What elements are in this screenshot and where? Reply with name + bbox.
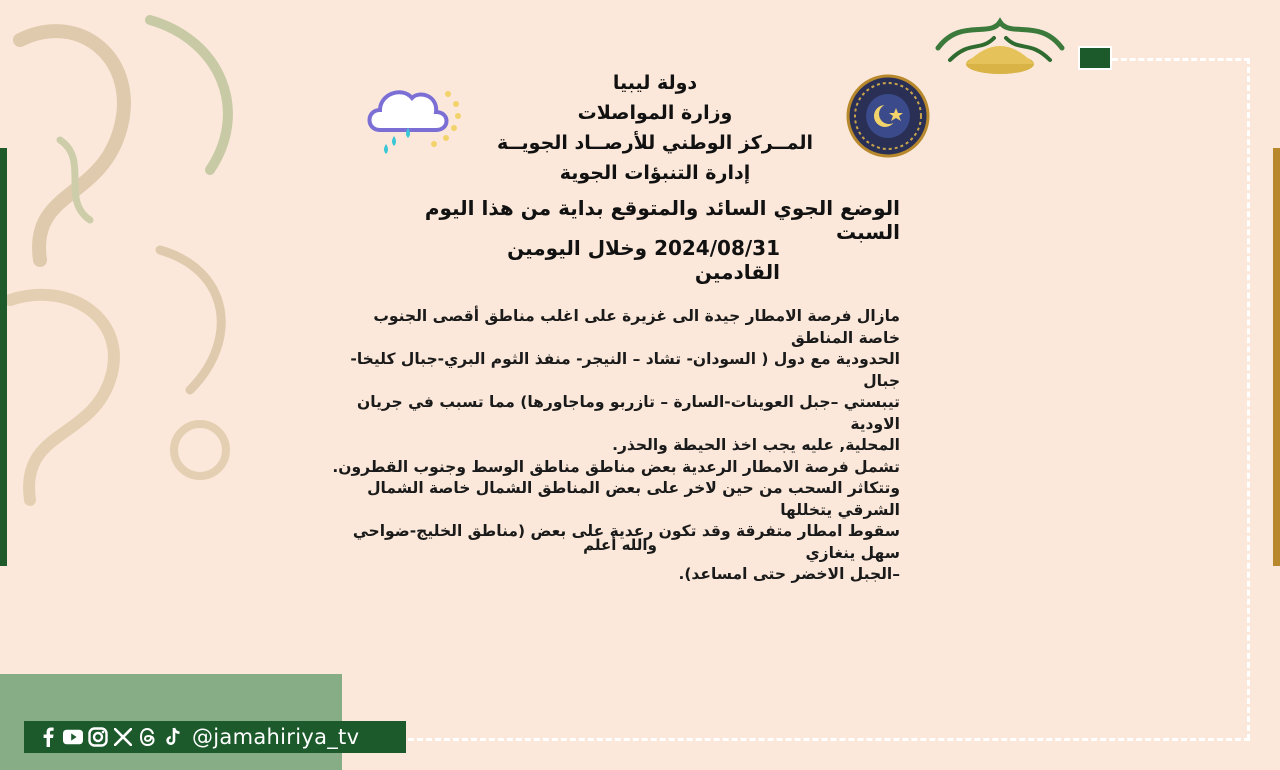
- ministry-name: وزارة المواصلات: [577, 102, 733, 124]
- body-line: تيبستي –جبل العوينات-السارة – تازربو وماجاورها) مما تسبب في جريان الاودية: [357, 393, 900, 433]
- social-handle[interactable]: @jamahiriya_tv: [192, 725, 360, 749]
- instagram-icon[interactable]: [88, 727, 108, 747]
- meteorology-emblem: [846, 74, 930, 158]
- calligraphy-decoration: [0, 0, 280, 560]
- header-block: [470, 68, 840, 188]
- body-line: تشمل فرصة الامطار الرعدية بعض مناطق مناطق الوسط وجنوب القطرون.: [332, 457, 900, 476]
- facebook-icon[interactable]: [38, 727, 58, 747]
- rain-cloud-icon: [362, 80, 470, 156]
- body-line: –الجبل الاخضر حتى امساعد).: [678, 565, 900, 583]
- right-accent-bar: [1273, 148, 1280, 566]
- closing-text: والله أعلم: [583, 536, 657, 554]
- body-line: مازال فرصة الامطار جيدة الى غزيرة على اغلب مناطق أقصى الجنوب خاصة المناطق: [373, 307, 900, 347]
- tiktok-icon[interactable]: [163, 727, 183, 747]
- country-name: دولة ليبيا: [612, 72, 698, 94]
- body-line: الحدودية مع دول ( السودان- تشاد – النيجر- منفذ الثوم البري-جبال كليخا- جبال: [350, 350, 900, 390]
- body-line: سقوط امطار متفرقة وقد تكون رعدية على بعض (مناطق الخليج-ضواحي سهل ينغازي: [352, 522, 900, 562]
- body-line: المحلية, عليه يجب اخذ الحيطة والحذر.: [612, 436, 900, 454]
- social-bar: [24, 721, 406, 753]
- x-icon[interactable]: [113, 727, 133, 747]
- left-accent-bar: [0, 148, 7, 566]
- forecast-date-line: 2024/08/31 وخلال اليومين القادمين: [507, 236, 780, 284]
- body-line: وتتكاثر السحب من حين لاخر على بعض المناطق الشمال خاصة الشمال الشرقي يتخللها: [367, 479, 900, 519]
- forecast-title: الوضع الجوي السائد والمتوقع بداية من هذا اليوم السبت: [424, 196, 900, 244]
- dashed-border-bottom: [408, 738, 1250, 741]
- dashed-border-right: [1247, 58, 1250, 740]
- department-name: إدارة التنبؤات الجوية: [559, 162, 751, 184]
- logo-green-square: [1078, 46, 1112, 70]
- center-name: المــركز الوطني للأرصــاد الجويــة: [497, 132, 813, 154]
- channel-logo: [930, 8, 1070, 74]
- youtube-icon[interactable]: [63, 727, 83, 747]
- dashed-border-top: [1112, 58, 1250, 61]
- threads-icon[interactable]: [138, 727, 158, 747]
